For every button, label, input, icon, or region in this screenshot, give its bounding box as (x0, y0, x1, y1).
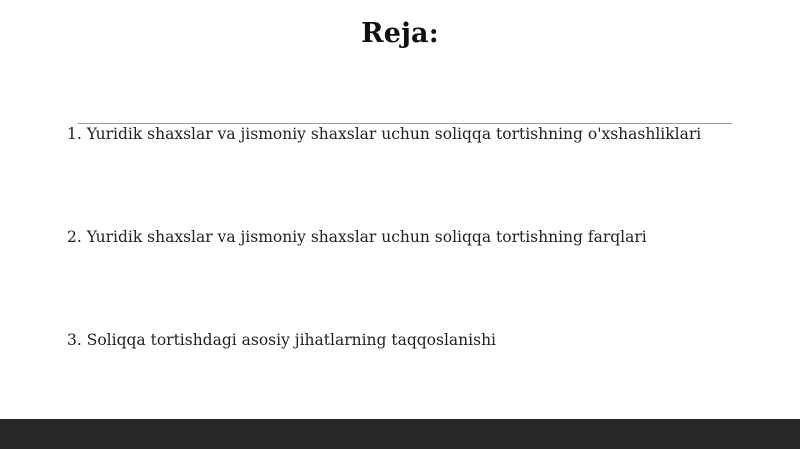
plan-item-3: 3. Soliqqa tortishdagi asosiy jihatlarning taqqoslanishi (67, 331, 497, 349)
divider-line (78, 123, 732, 124)
slide-title: Reja: (361, 18, 439, 49)
plan-item-2: 2. Yuridik shaxslar va jismoniy shaxslar uchun soliqqa tortishning farqlari (67, 228, 647, 246)
bottom-bar (0, 419, 800, 449)
plan-item-1: 1. Yuridik shaxslar va jismoniy shaxslar uchun soliqqa tortishning o'xshashliklari (67, 125, 702, 143)
